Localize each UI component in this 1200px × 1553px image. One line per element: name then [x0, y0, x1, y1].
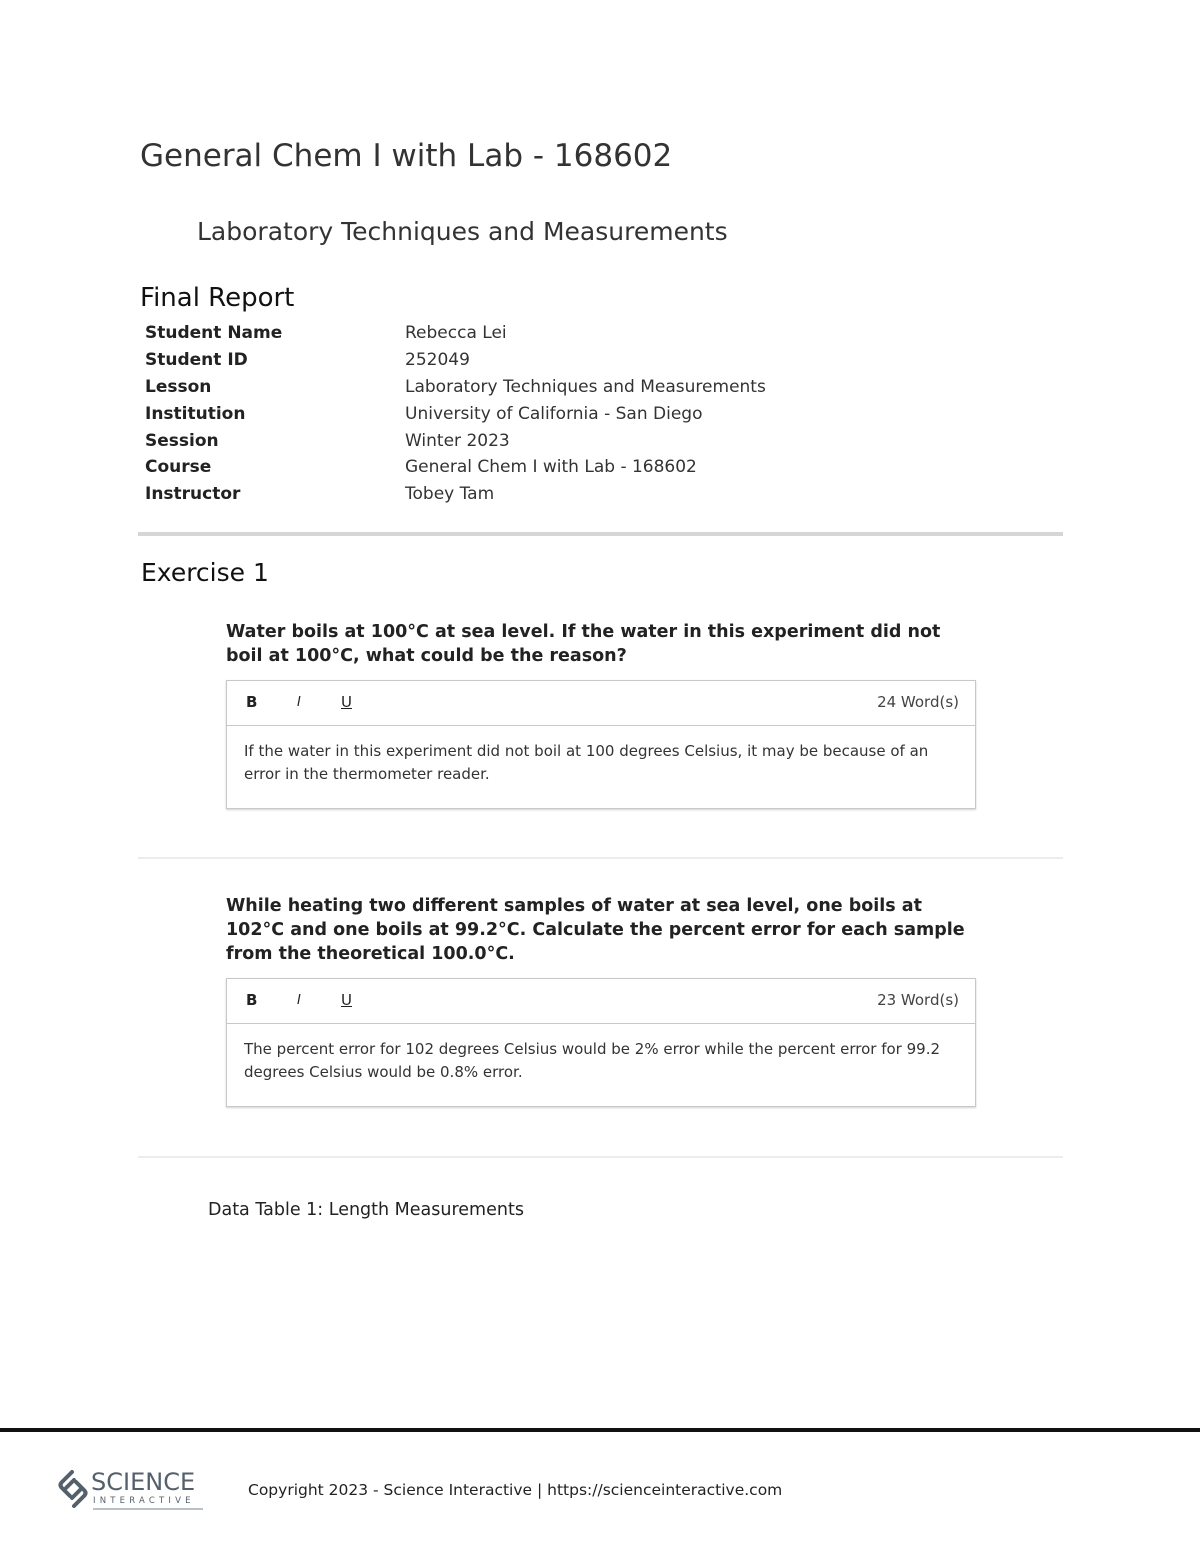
answer-text-area[interactable]: The percent error for 102 degrees Celsius would be 2% error while the percent error for 99.2 degrees Celsius would be 0.8% error.	[227, 1023, 975, 1106]
info-row-student-name	[145, 320, 766, 347]
question-divider	[138, 1156, 1063, 1158]
science-interactive-logo	[58, 1466, 218, 1516]
info-label: Student ID	[145, 350, 248, 371]
section-divider	[138, 532, 1063, 536]
info-row-session	[145, 427, 766, 454]
copyright-text: Copyright 2023 - Science Interactive | https://scienceinteractive.com	[248, 1481, 783, 1499]
final-report-heading: Final Report	[140, 283, 295, 313]
info-row-lesson	[145, 374, 766, 401]
editor-toolbar	[227, 681, 975, 725]
info-value: 252049	[405, 350, 470, 371]
question-prompt: While heating two different samples of water at sea level, one boils at 102°C and one boils at 99.2°C. Calculate the percent error for each sample from the theoretical 100.0°C.	[226, 896, 965, 964]
info-label: Institution	[145, 403, 246, 424]
info-label: Lesson	[145, 376, 212, 397]
info-row-student-id	[145, 347, 766, 374]
logo-mark-icon	[61, 1472, 86, 1506]
info-value: General Chem I with Lab - 168602	[405, 457, 697, 478]
italic-button[interactable]: I	[297, 993, 301, 1008]
question-divider	[138, 857, 1063, 859]
underline-button[interactable]: U	[341, 991, 352, 1009]
answer-text-area[interactable]: If the water in this experiment did not boil at 100 degrees Celsius, it may be because of an error in the thermometer reader.	[227, 725, 975, 808]
info-label: Student Name	[145, 323, 283, 344]
info-label: Session	[145, 430, 219, 451]
footer-rule	[0, 1428, 1200, 1432]
word-count: 23 Word(s)	[877, 991, 959, 1009]
editor-toolbar	[227, 979, 975, 1023]
answer-editor	[226, 680, 976, 809]
info-row-instructor	[145, 481, 766, 508]
info-value: University of California - San Diego	[405, 403, 703, 424]
italic-button[interactable]: I	[297, 695, 301, 710]
info-row-institution	[145, 400, 766, 427]
bold-button[interactable]: B	[246, 991, 258, 1009]
logo-subtext: INTERACTIVE	[93, 1496, 195, 1506]
info-value: Laboratory Techniques and Measurements	[405, 376, 766, 397]
answer-editor	[226, 978, 976, 1107]
word-count: 24 Word(s)	[877, 693, 959, 711]
info-value: Rebecca Lei	[405, 323, 507, 344]
info-row-course	[145, 454, 766, 481]
lesson-subtitle: Laboratory Techniques and Measurements	[197, 217, 728, 246]
student-info-table	[145, 320, 766, 508]
info-label: Instructor	[145, 484, 241, 505]
underline-button[interactable]: U	[341, 693, 352, 711]
logo-wordmark: SCIENCE	[91, 1468, 196, 1496]
info-value: Winter 2023	[405, 430, 510, 451]
exercise-heading: Exercise 1	[141, 558, 269, 587]
question-prompt: Water boils at 100°C at sea level. If the water in this experiment did not boil at 100°C, what could be the reason?	[226, 622, 941, 666]
course-title: General Chem I with Lab - 168602	[140, 138, 673, 174]
info-value: Tobey Tam	[405, 484, 495, 505]
info-label: Course	[145, 457, 212, 478]
bold-button[interactable]: B	[246, 693, 258, 711]
data-table-caption: Data Table 1: Length Measurements	[208, 1200, 524, 1220]
